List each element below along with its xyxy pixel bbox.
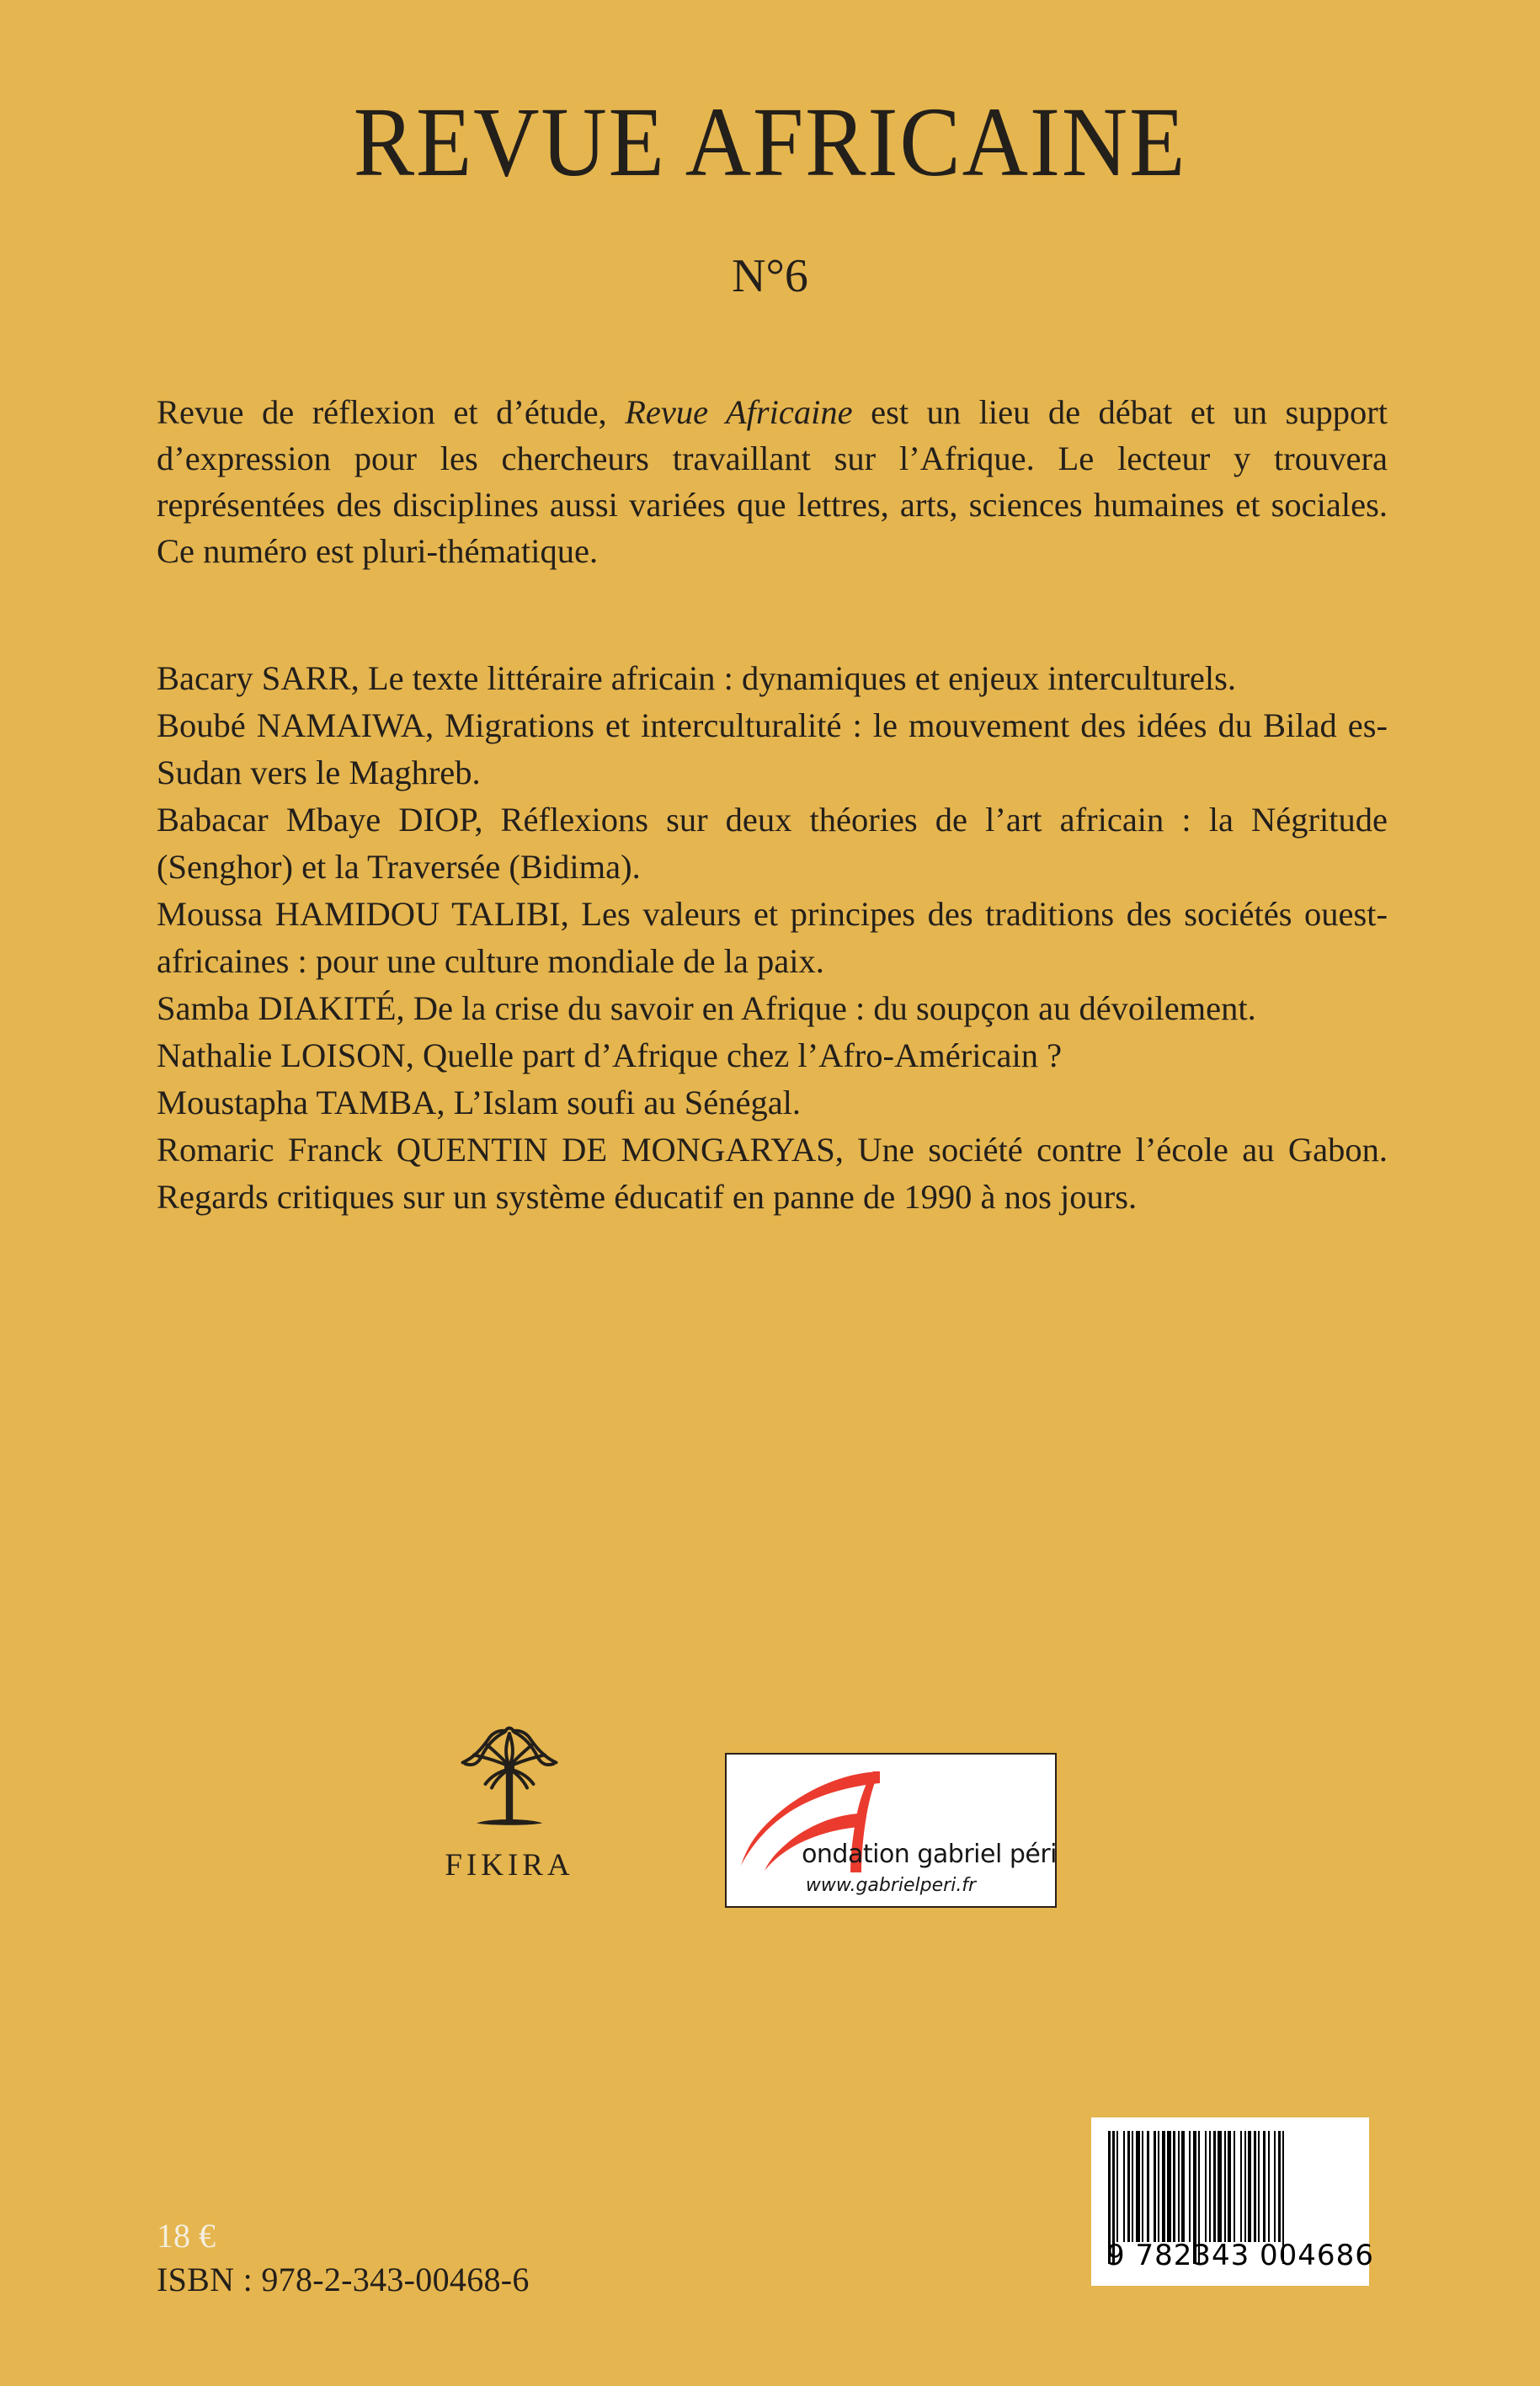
title-block <box>0 87 1540 197</box>
palm-ground-icon <box>477 1819 542 1825</box>
list-item: Moussa HAMIDOU TALIBI, Les valeurs et principes des traditions des sociétés ouest-africaines : pour une culture mondiale de la paix. <box>157 895 1388 980</box>
foundation-logo <box>725 1753 1057 1908</box>
intro-block <box>157 389 1388 574</box>
isbn: ISBN : 978-2-343-00468-6 <box>157 2261 530 2298</box>
logos-row <box>0 1701 1540 1928</box>
barcode-digits: 9 782343 004686 <box>1106 2239 1374 2272</box>
palm-trunk <box>506 1768 513 1823</box>
contents-list <box>157 655 1388 1221</box>
list-item: Samba DIAKITÉ, De la crise du savoir en Afrique : du soupçon au dévoilement. <box>157 989 1256 1027</box>
publisher-name: FIKIRA <box>445 1848 574 1883</box>
publisher-logo <box>417 1716 602 1883</box>
list-item: Babacar Mbaye DIOP, Réflexions sur deux théories de l’art africain : la Négritude (Senghor) et la Traversée (Bidima). <box>157 801 1388 886</box>
journal-name-italic: Revue Africaine <box>625 393 853 431</box>
intro-paragraph <box>157 389 1388 574</box>
page-title: REVUE AFRICAINE <box>353 87 1187 197</box>
intro-lead-before: Revue de réflexion et d’étude, <box>157 393 626 431</box>
list-item: Romaric Franck QUENTIN DE MONGARYAS, Une société contre l’école au Gabon. Regards critiques sur un système éducatif en panne de 1990 à nos jours. <box>157 1131 1388 1216</box>
barcode-bars <box>1108 2131 1352 2242</box>
list-item: Nathalie LOISON, Quelle part d’Afrique chez l’Afro-Américain ? <box>157 1036 1063 1074</box>
barcode <box>1091 2117 1374 2286</box>
list-item: Boubé NAMAIWA, Migrations et interculturalité : le mouvement des idées du Bilad es-Sudan vers le Maghreb. <box>157 706 1388 791</box>
price: 18 € <box>157 2217 216 2255</box>
palm-tree-icon <box>446 1716 573 1842</box>
issue-number: N°6 <box>732 250 808 302</box>
foundation-url: www.gabrielperi.fr <box>805 1875 977 1896</box>
list-item: Moustapha TAMBA, L’Islam soufi au Sénégal. <box>157 1084 802 1121</box>
list-item: Bacary SARR, Le texte littéraire africain : dynamiques et enjeux interculturels. <box>157 659 1237 697</box>
intro-lead-after: est un lieu de débat et un support d’expression pour les chercheurs travaillant sur l’Afrique. Le lecteur y trouvera représentées des disciplines aussi variées que lettres, arts, sciences humaines et sociales. Ce numéro est pluri-thématique. <box>157 393 1388 570</box>
foundation-name: ondation gabriel péri <box>802 1840 1057 1869</box>
